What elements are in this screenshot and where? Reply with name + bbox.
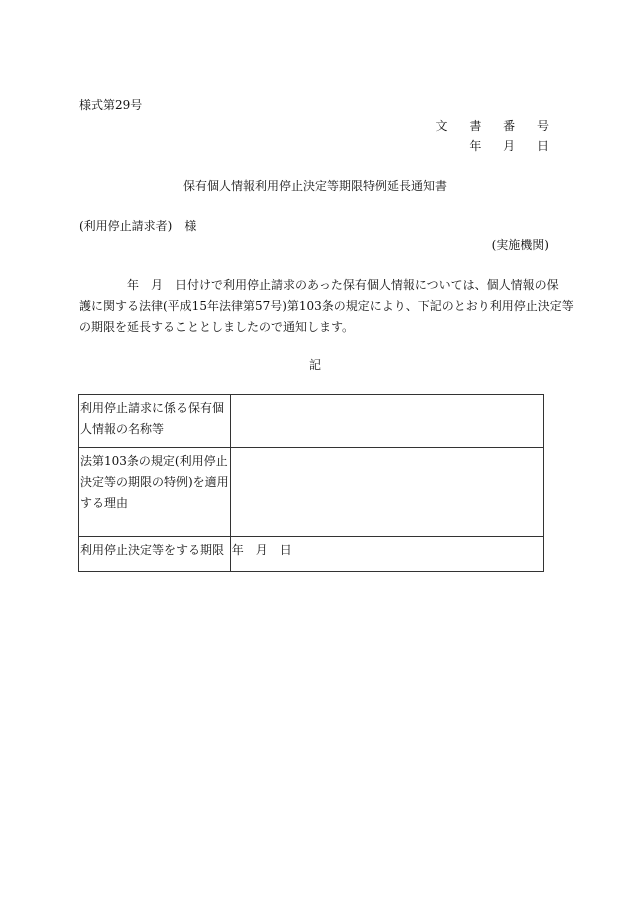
label-line: 利用停止請求に係る保有個 [80,401,225,415]
table-row [79,448,544,537]
form-number: 様式第29号 [79,98,143,112]
row-label [79,395,231,448]
row-value-deadline: 年 月 日 [230,537,543,572]
body-paragraph [79,275,574,338]
addressee: (利用停止請求者) 様 [79,219,197,233]
body-line: 年 月 日付けで利用停止請求のあった保有個人情報については、個人情報の保 [127,278,559,292]
document-number-label: 文 書 番 号 [435,119,558,133]
document-date-label: 年 月 日 [469,139,558,153]
document-title: 保有個人情報利用停止決定等期限特例延長通知書 [182,179,447,193]
label-line: 人情報の名称等 [80,422,165,436]
ki-heading: 記 [308,358,321,372]
table-row [79,537,544,572]
label-line: 法第103条の規定(利用停止 [80,454,228,468]
label-line: する理由 [80,496,129,510]
table-row [79,395,544,448]
row-label [79,537,231,572]
row-label [79,448,231,537]
body-line: 護に関する法律(平成15年法律第57号)第103条の規定により、下記のとおり利用停止決定等 [79,299,574,313]
label-line: 利用停止決定等をする期限 [80,543,225,557]
label-line: 決定等の期限の特例)を適用 [80,475,229,489]
details-table [78,394,544,572]
row-value [230,448,543,537]
row-value [230,395,543,448]
issuing-agency: (実施機関) [491,238,549,252]
body-line: の期限を延長することとしましたので通知します。 [79,320,355,334]
